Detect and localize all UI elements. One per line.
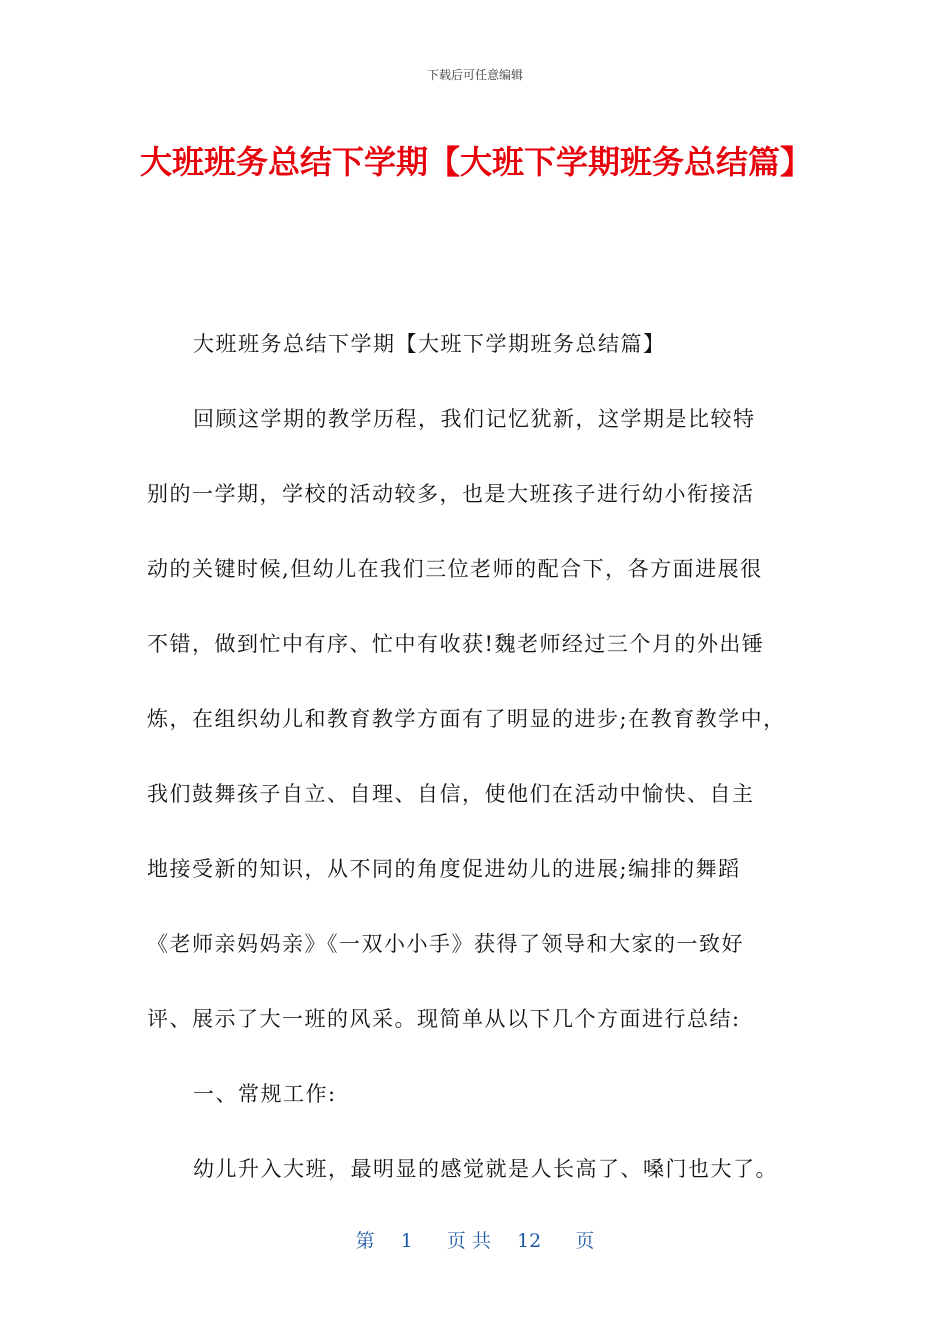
paragraph-line: 动的关键时候,但幼儿在我们三位老师的配合下，各方面进展很 [147,557,763,581]
paragraph-line: 炼，在组织幼儿和教育教学方面有了明显的进步;在教育教学中， [147,707,786,731]
paragraph-line: 别的一学期，学校的活动较多，也是大班孩子进行幼小衔接活 [147,482,755,506]
footer-middle: 页 共 [446,1230,491,1252]
footer-suffix: 页 [575,1230,595,1252]
header-note: 下载后可任意编辑 [426,68,523,82]
footer-page-number: 1 [400,1230,413,1252]
paragraph-line: 《老师亲妈妈亲》《一双小小手》获得了领导和大家的一致好 [147,932,744,956]
paragraph-line: 不错，做到忙中有序、忙中有收获!魏老师经过三个月的外出锤 [147,632,765,656]
footer-prefix: 第 [355,1230,375,1252]
document-title: 大班班务总结下学期【大班下学期班务总结篇】 [140,143,813,181]
paragraph-line: 评、展示了大一班的风采。现简单从以下几个方面进行总结: [147,1007,741,1031]
section-heading: 一、常规工作: [193,1082,337,1106]
page-footer [0,1226,950,1253]
paragraph-line: 大班班务总结下学期【大班下学期班务总结篇】 [193,332,666,356]
paragraph-line: 我们鼓舞孩子自立、自理、自信，使他们在活动中愉快、自主 [147,782,755,806]
footer-total-pages: 12 [517,1230,542,1252]
paragraph-line: 幼儿升入大班，最明显的感觉就是人长高了、嗓门也大了。 [193,1157,778,1181]
paragraph-line: 地接受新的知识，从不同的角度促进幼儿的进展;编排的舞蹈 [147,857,741,881]
paragraph-line: 回顾这学期的教学历程，我们记忆犹新，这学期是比较特 [193,407,756,431]
